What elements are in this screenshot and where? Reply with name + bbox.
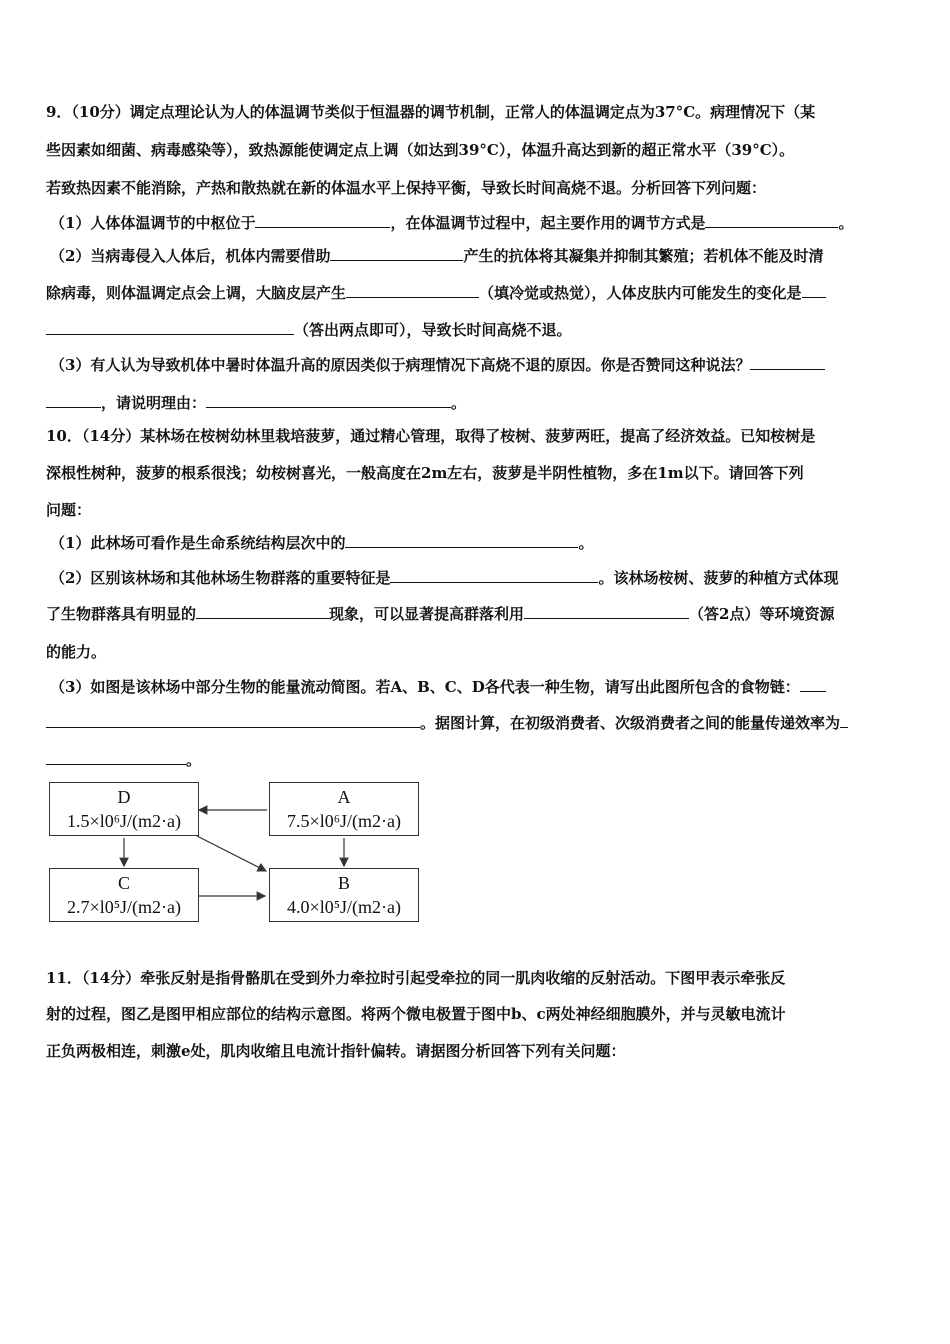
q9-line-5: [50, 246, 910, 266]
q9-line-9: [46, 393, 906, 413]
answer-blank[interactable]: [206, 393, 451, 408]
q9-sub2-text: （2）当病毒侵入人体后，机体内需要借助: [50, 247, 331, 265]
answer-blank[interactable]: [390, 568, 598, 583]
node-a: [269, 782, 419, 836]
q10-sub1-end: 。: [578, 534, 594, 552]
answer-blank[interactable]: [750, 355, 825, 370]
q9-line-2: 些因素如细菌、病毒感染等），致热源能使调定点上调（如达到39°C），体温升高达到新的超正常水平（39°C）。: [46, 141, 795, 159]
answer-blank[interactable]: [46, 713, 420, 728]
answer-blank[interactable]: [840, 713, 848, 728]
arrow-d-to-b: [197, 836, 266, 871]
q10-sub3-end: 。: [186, 751, 202, 769]
node-c: [49, 868, 199, 922]
node-b: [269, 868, 419, 922]
q9-sub3-end: 。: [451, 394, 467, 412]
q10-line-3: 问题：: [46, 501, 92, 519]
node-b-name: B: [337, 873, 350, 893]
q10-line-9: [46, 713, 906, 733]
q9-sub1-text-2: ，在体温调节过程中，起主要作用的调节方式是: [390, 214, 706, 232]
q10-sub3-text-2: 。据图计算，在初级消费者、次级消费者之间的能量传递效率为: [420, 714, 841, 732]
energy-flow-diagram: [45, 778, 425, 930]
q9-sub2-text-4: （填冷觉或热觉），人体皮肤内可能发生的变化是: [479, 284, 802, 302]
node-a-name: A: [337, 787, 351, 807]
q10-line-2: 深根性树种，菠萝的根系很浅；幼桉树喜光，一般高度在2m左右，菠萝是半阴性植物，多在1m以下。请回答下列: [46, 464, 804, 482]
answer-blank[interactable]: [346, 283, 479, 298]
q10-line-1: 10．（14分）某林场在桉树幼林里栽培菠萝，通过精心管理，取得了桉树、菠萝两旺，提高了经济效益。已知桉树是: [46, 427, 816, 445]
q10-sub2-text-5: （答2点）等环境资源: [689, 605, 835, 623]
answer-blank[interactable]: [46, 393, 101, 408]
q9-line-8: [50, 355, 910, 375]
answer-blank[interactable]: [46, 750, 186, 765]
q9-sub2-text-3: 除病毒，则体温调定点会上调，大脑皮层产生: [46, 284, 347, 302]
answer-blank[interactable]: [330, 246, 463, 261]
q10-sub3-text: （3）如图是该林场中部分生物的能量流动简图。若A、B、C、D各代表一种生物，请写出此图所包含的食物链：: [50, 678, 800, 696]
q10-line-8: [50, 677, 910, 697]
q10-sub2-text-3: 了生物群落具有明显的: [46, 605, 197, 623]
q9-sub3-text: （3）有人认为导致机体中暑时体温升高的原因类似于病理情况下高烧不退的原因。你是否赞同这种说法？: [50, 356, 751, 374]
q9-line-1: 9．（10分）调定点理论认为人的体温调节类似于恒温器的调节机制，正常人的体温调定点为37°C。病理情况下（某: [46, 103, 816, 121]
q9-sub1-text: （1）人体体温调节的中枢位于: [50, 214, 256, 232]
answer-blank[interactable]: [196, 604, 329, 619]
node-b-value: 4.0×l0⁵J/(m2·a): [287, 897, 401, 917]
q9-sub2-text-2: 产生的抗体将其凝集并抑制其繁殖；若机体不能及时清: [463, 247, 824, 265]
answer-blank[interactable]: [524, 604, 689, 619]
q10-line-7: 的能力。: [46, 643, 107, 661]
q10-line-6: [46, 604, 906, 624]
q10-line-10: [46, 750, 906, 770]
q10-line-5: [50, 568, 910, 588]
q9-line-6: [46, 283, 906, 303]
q9-sub3-text-2: ，请说明理由：: [101, 394, 207, 412]
node-d: [49, 782, 199, 836]
answer-blank[interactable]: [802, 283, 826, 298]
answer-blank[interactable]: [705, 213, 838, 228]
answer-blank[interactable]: [345, 533, 578, 548]
q10-sub2-text-4: 现象，可以显著提高群落利用: [329, 605, 525, 623]
q10-line-4: [50, 533, 910, 553]
node-a-value: 7.5×l0⁶J/(m2·a): [287, 811, 401, 831]
node-c-name: C: [117, 873, 130, 893]
node-d-name: D: [117, 787, 131, 807]
q11-line-2: 射的过程，图乙是图甲相应部位的结构示意图。将两个微电极置于图中b、c两处神经细胞膜外，并与灵敏电流计: [46, 1005, 786, 1023]
node-c-value: 2.7×l0⁵J/(m2·a): [67, 897, 181, 917]
q11-line-3: 正负两极相连，刺激e处，肌肉收缩且电流计指针偏转。请据图分析回答下列有关问题：: [46, 1042, 626, 1060]
q10-sub1-text: （1）此林场可看作是生命系统结构层次中的: [50, 534, 346, 552]
q9-sub2-text-5: （答出两点即可），导致长时间高烧不退。: [294, 321, 572, 339]
answer-blank[interactable]: [46, 320, 294, 335]
q10-sub2-text: （2）区别该林场和其他林场生物群落的重要特征是: [50, 569, 391, 587]
answer-blank[interactable]: [255, 213, 390, 228]
q10-sub2-text-2: 。该林场桉树、菠萝的种植方式体现: [598, 569, 839, 587]
q9-sub1-end: 。: [838, 214, 854, 232]
q9-line-3: 若致热因素不能消除，产热和散热就在新的体温水平上保持平衡，导致长时间高烧不退。分析回答下列问题：: [46, 179, 767, 197]
q11-line-1: 11．（14分）牵张反射是指骨骼肌在受到外力牵拉时引起受牵拉的同一肌肉收缩的反射活动。下图甲表示牵张反: [46, 969, 786, 987]
answer-blank[interactable]: [800, 677, 826, 692]
q9-line-7: [46, 320, 906, 340]
q9-line-4: [50, 213, 910, 233]
node-d-value: 1.5×l0⁶J/(m2·a): [67, 811, 181, 831]
